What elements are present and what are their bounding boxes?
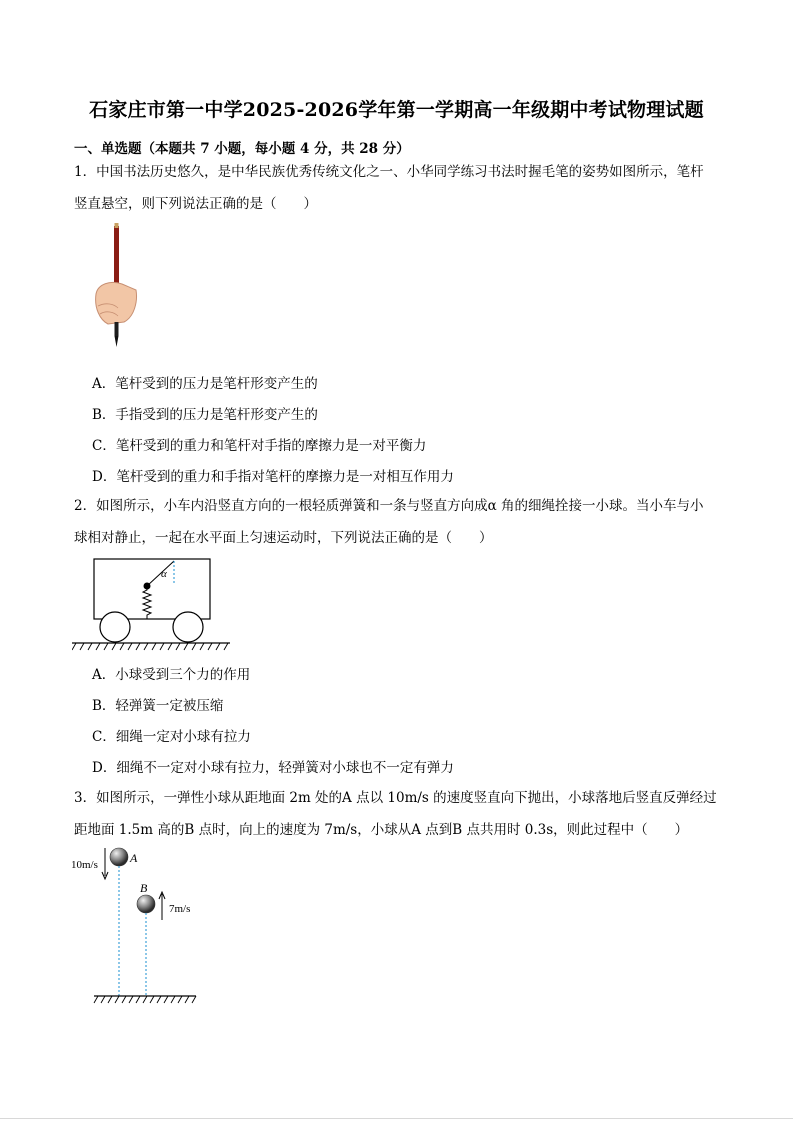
cart-body: [94, 559, 210, 619]
question-1-option-d: D．笔杆受到的重力和手指对笔杆的摩擦力是一对相互作用力: [92, 469, 454, 485]
cart-wheel-right: [173, 612, 203, 642]
question-1-option-b: B．手指受到的压力是笔杆形变产生的: [92, 407, 318, 423]
speed-b-label: 7m/s: [169, 903, 191, 915]
question-2-line-1: 2．如图所示，小车内沿竖直方向的一根轻质弹簧和一条与竖直方向成α 角的细绳拴接一小球。当小车与小: [74, 498, 704, 514]
question-1-option-c: C．笔杆受到的重力和笔杆对手指的摩擦力是一对平衡力: [92, 438, 427, 454]
question-1-stem: [74, 156, 724, 220]
spring: [143, 586, 151, 619]
question-1-line-2: 竖直悬空，则下列说法正确的是（ ）: [74, 196, 317, 212]
ball-b: [137, 895, 155, 913]
hand: [96, 282, 137, 324]
question-2-option-c: C．细绳一定对小球有拉力: [92, 729, 251, 745]
question-2-option-b: B．轻弹簧一定被压缩: [92, 698, 224, 714]
page-bottom-border: [0, 1118, 793, 1119]
page-title: 石家庄市第一中学2025-2026学年第一学期高一年级期中考试物理试题: [89, 99, 704, 121]
bouncing-ball-figure: [68, 842, 200, 1010]
speed-a-label: 10m/s: [71, 859, 98, 871]
point-b-label: B: [140, 881, 148, 895]
question-2-option-a: A．小球受到三个力的作用: [92, 667, 251, 683]
brush-hand-figure: [88, 222, 148, 352]
cart-spring-figure: [72, 555, 232, 655]
ball: [144, 583, 151, 590]
question-3-line-1: 3．如图所示，一弹性小球从距地面 2m 处的A 点以 10m/s 的速度竖直向下抛出，小球落地后竖直反弹经过: [74, 790, 717, 806]
cart-wheel-left: [100, 612, 130, 642]
point-a-label: A: [130, 851, 138, 865]
question-1-line-1: 1．中国书法历史悠久，是中华民族优秀传统文化之一、小华同学练习书法时握毛笔的姿势如图所示，笔杆: [74, 164, 704, 180]
section-heading: 一、单选题（本题共 7 小题，每小题 4 分，共 28 分）: [74, 141, 410, 157]
question-3-line-2: 距地面 1.5m 高的B 点时，向上的速度为 7m/s，小球从A 点到B 点共用时 0.3s，则此过程中（ ）: [74, 822, 689, 838]
alpha-label: α: [161, 568, 167, 580]
question-1-option-a: A．笔杆受到的压力是笔杆形变产生的: [92, 376, 318, 392]
question-2-line-2: 球相对静止，一起在水平面上匀速运动时，下列说法正确的是（ ）: [74, 530, 493, 546]
ball-a: [110, 848, 128, 866]
question-2-stem: [74, 490, 724, 554]
brush-tip: [115, 322, 119, 336]
question-2-option-d: D．细绳不一定对小球有拉力，轻弹簧对小球也不一定有弹力: [92, 760, 454, 776]
question-3-stem: [74, 782, 724, 846]
